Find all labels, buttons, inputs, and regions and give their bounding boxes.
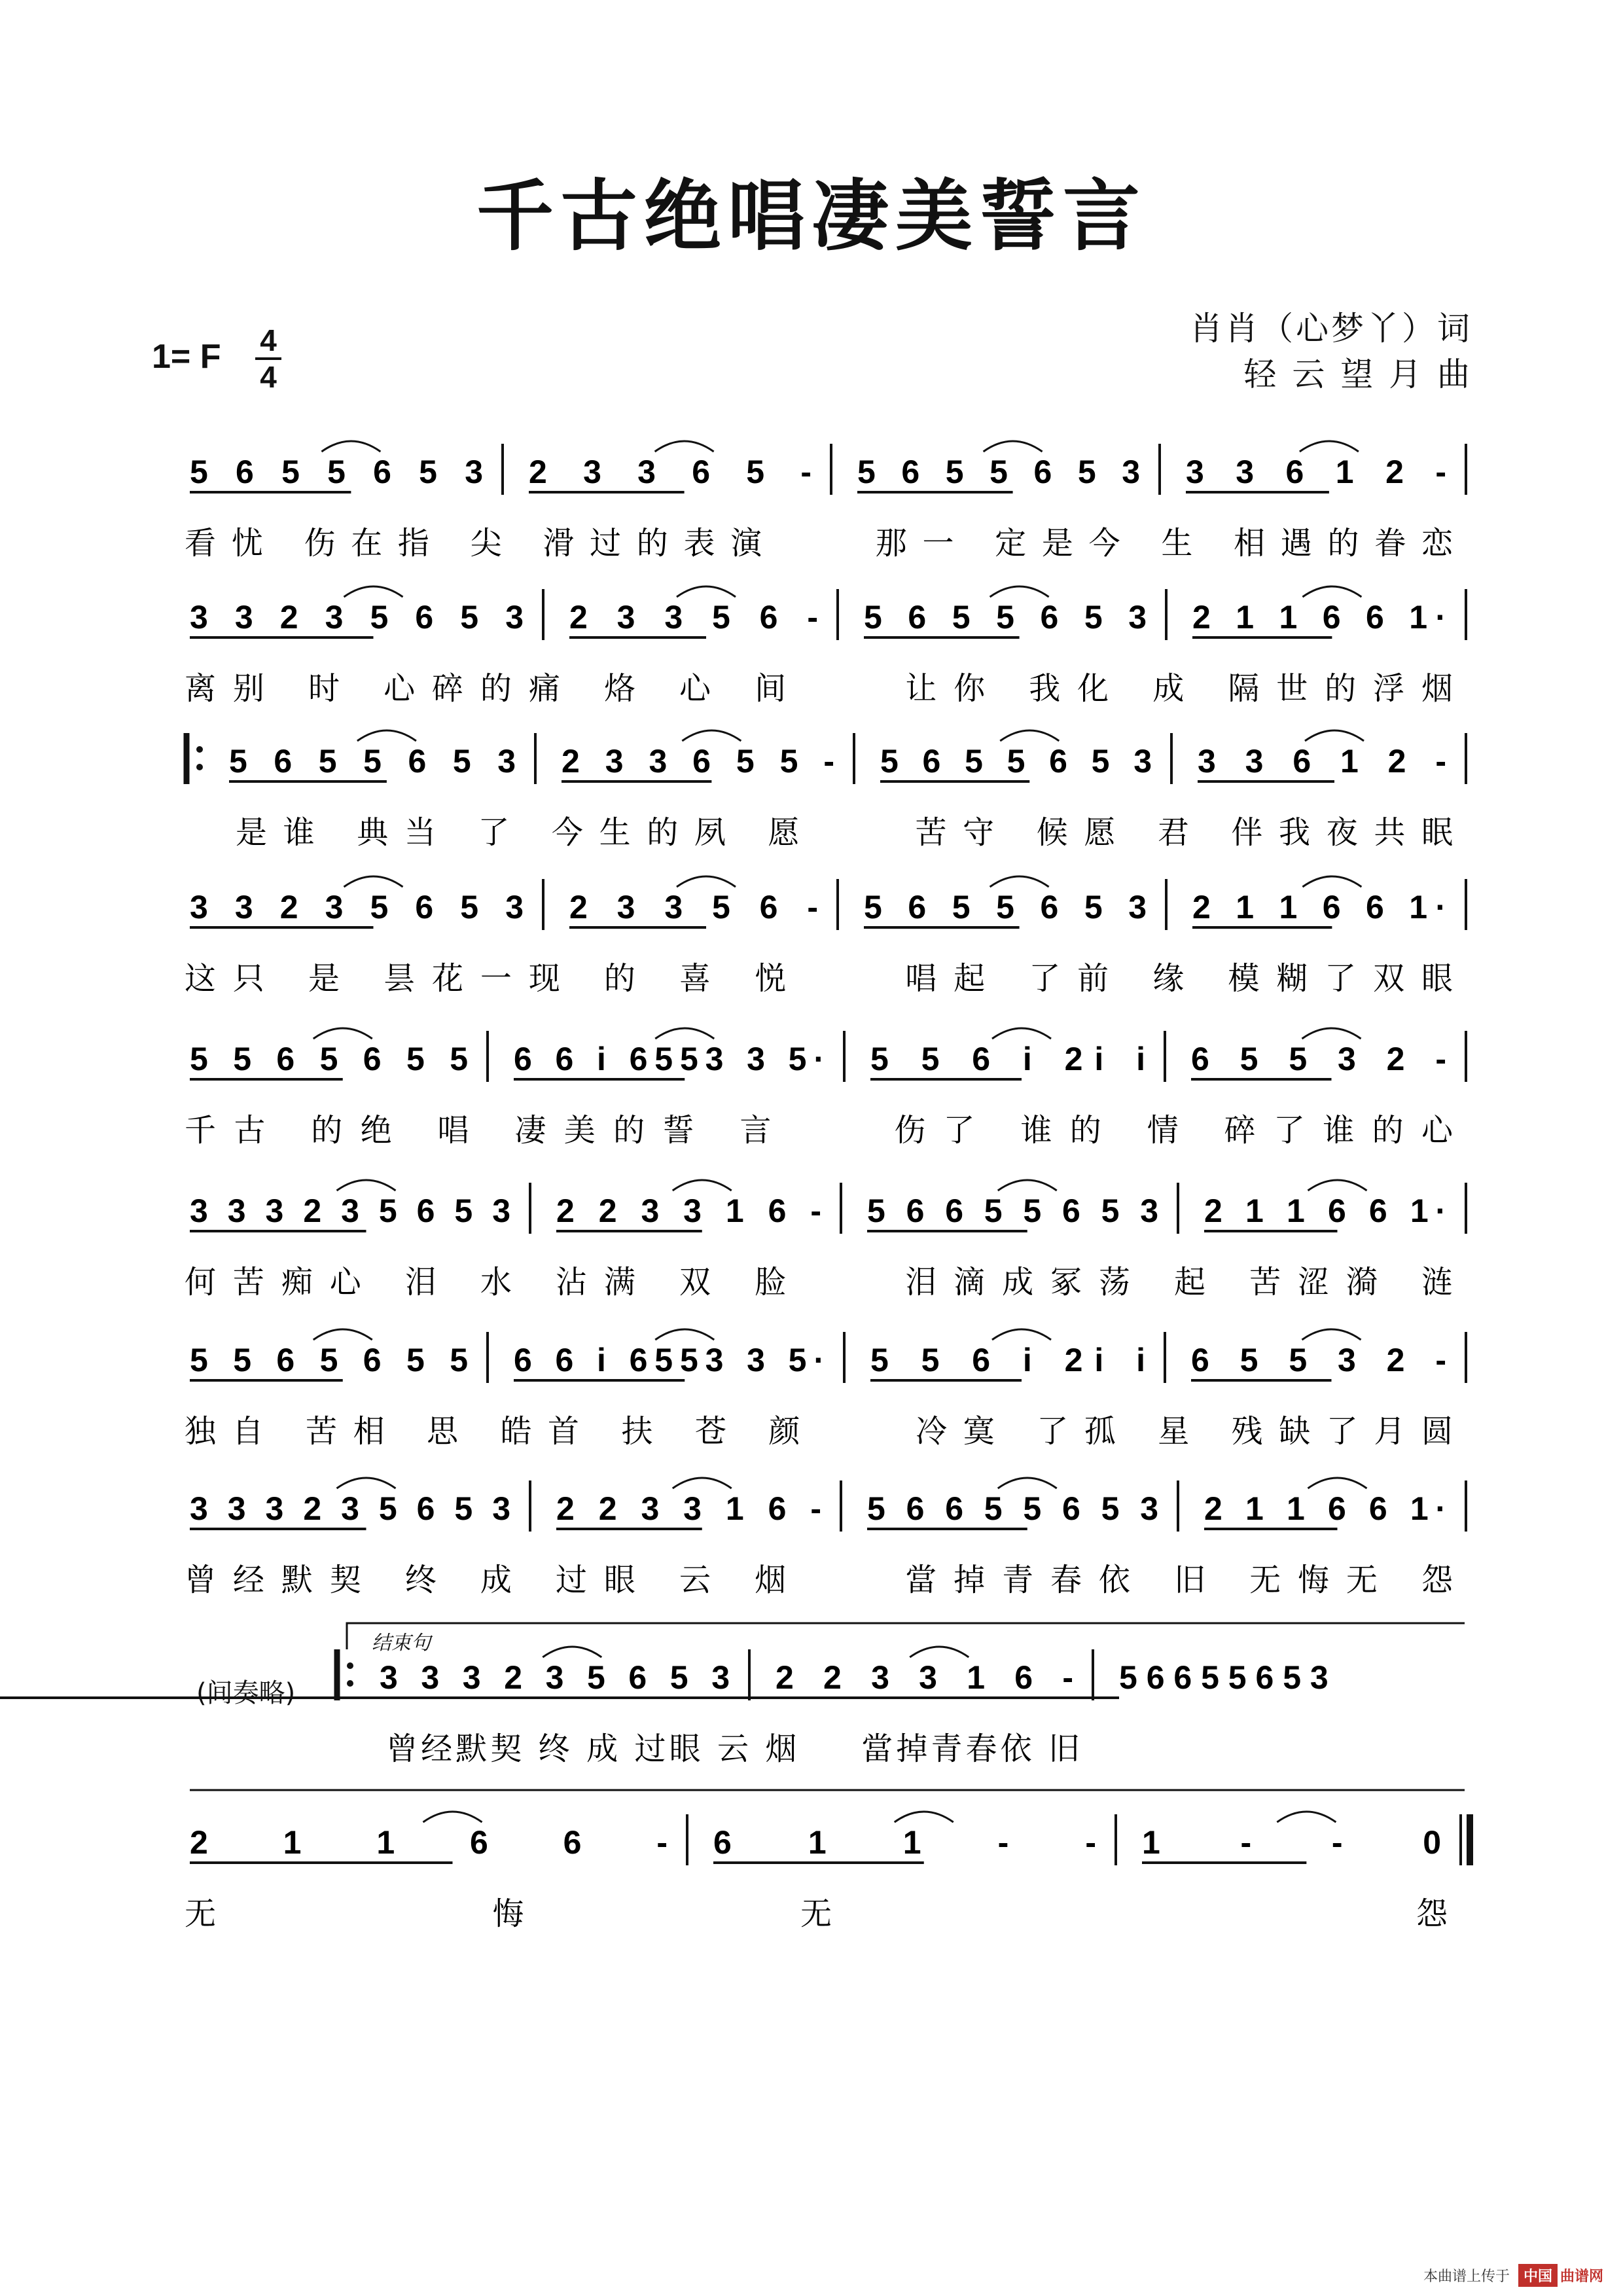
- slur: [990, 586, 1049, 597]
- note-measure: 2 2 3 3 1 6 -: [556, 1490, 821, 1527]
- lyrics-line: 是谁 典当 了 今生的夙 愿 苦守 候愿 君 伴我夜共眠: [236, 814, 1453, 851]
- slur: [337, 1478, 396, 1488]
- slur: [655, 441, 714, 452]
- note-measure: 6 1 1 - -: [713, 1824, 1096, 1861]
- slur: [321, 441, 380, 452]
- note-measure: 3 3 3 2 3 5 6 5 3: [380, 1659, 730, 1696]
- lyricist-credit: 肖肖（心梦丫）词: [1190, 310, 1472, 348]
- note-measure: 1 - - 0: [1142, 1824, 1441, 1861]
- repeat-dot: [347, 1680, 353, 1687]
- note-measure: 5 5 6 5 6 5 5: [190, 1041, 468, 1077]
- note-measure: 5 6 5 5 6 5 3: [190, 454, 483, 490]
- note-measure: 5 6 6 5 5 6 5 3: [867, 1193, 1158, 1229]
- slur: [1302, 1329, 1361, 1340]
- slur: [1000, 730, 1059, 741]
- slur: [1302, 876, 1361, 887]
- lyrics-line: 这只 是 昙花一现 的 喜 悦 唱起 了前 缘 模糊了双眼: [185, 960, 1453, 997]
- slur: [344, 586, 403, 597]
- slur: [1308, 1478, 1367, 1488]
- note-measure: 5 6 5 5 6 5 3: [864, 599, 1147, 636]
- slur: [895, 1812, 954, 1822]
- key-label: 1= F: [152, 338, 221, 376]
- slur: [998, 1180, 1057, 1191]
- note-measure: 6 5 5 3 2 -: [1191, 1041, 1446, 1077]
- lyrics-line: 看忧 伤在指 尖 滑过的表演 那一 定是今 生 相遇的眷恋: [185, 525, 1453, 562]
- ending-label: 结束句: [372, 1632, 431, 1655]
- note-measure: 2 1 1 6 6 1·: [1204, 1193, 1446, 1229]
- site-logo: 中国: [1518, 2264, 1558, 2287]
- slur: [673, 1478, 732, 1488]
- repeat-dot: [196, 764, 203, 770]
- slur: [682, 730, 741, 741]
- slur: [337, 1180, 396, 1191]
- note-measure: 2 1 1 6 6 -: [190, 1824, 668, 1861]
- lyrics-line: 独自 苦相 思 皓首 扶 苍 颜 冷寞 了孤 星 残缺了月圆: [185, 1413, 1453, 1450]
- note-measure: 2 2 3 3 1 6 -: [776, 1659, 1073, 1696]
- note-measure: 2 3 3 6 5 5 -: [562, 743, 834, 780]
- note-measure: 2 2 3 3 1 6 -: [556, 1193, 821, 1229]
- slur: [1305, 730, 1364, 741]
- repeat-dot: [347, 1662, 353, 1669]
- note-measure: 3 3 2 3 5 6 5 3: [190, 889, 524, 925]
- slur: [313, 1329, 372, 1340]
- lyrics-line: 何苦痴心 泪 水 沾满 双 脸 泪滴成冢荡 起 苦涩漪 涟: [185, 1264, 1453, 1300]
- lyrics-line: 离别 时 心碎的痛 烙 心 间 让你 我化 成 隔世的浮烟: [185, 670, 1453, 707]
- note-measure: 6 5 5 3 2 -: [1191, 1342, 1446, 1378]
- note-measure: 2 3 3 5 6 -: [569, 889, 818, 925]
- footer: [1423, 2264, 1603, 2287]
- slur: [910, 1647, 969, 1657]
- time-sig-bottom: 4: [260, 360, 277, 394]
- slur: [344, 876, 403, 887]
- slur: [313, 1028, 372, 1039]
- note-measure: 5 6 6 5 5 6 5 3: [1119, 1659, 1329, 1696]
- slur: [1302, 586, 1361, 597]
- page-title: 千古绝唱凄美誓言: [476, 170, 1147, 261]
- slur: [423, 1812, 482, 1822]
- note-measure: 2 1 1 6 6 1·: [1192, 599, 1446, 636]
- composer-credit: 轻 云 望 月 曲: [1243, 355, 1472, 393]
- slur: [984, 441, 1043, 452]
- note-measure: 2 3 3 6 5 -: [529, 454, 812, 490]
- note-measure: 3 3 2 3 5 6 5 3: [190, 599, 524, 636]
- note-measure: 5 6 6 5 5 6 5 3: [867, 1490, 1158, 1527]
- slur: [673, 1180, 732, 1191]
- slur: [990, 876, 1049, 887]
- note-measure: 6 6 i 6553 3 5·: [514, 1041, 825, 1077]
- ending-bracket: [347, 1623, 1465, 1649]
- lyrics-line: 无 悔 无 怨: [185, 1895, 1448, 1932]
- lyrics-line: 千古 的绝 唱 凄美的誓 言 伤了 谁的 情 碎了谁的心: [185, 1112, 1454, 1149]
- note-measure: 5 5 6 i 2i i: [870, 1041, 1145, 1077]
- lyrics-line: 曾经默契 终 成 过眼 云 烟 當掉青春依 旧 无悔无 怨: [185, 1562, 1453, 1598]
- footer-prefix: 本曲谱上传于: [1423, 2269, 1510, 2285]
- note-measure: 2 3 3 5 6 -: [569, 599, 818, 636]
- slur: [998, 1478, 1057, 1488]
- slur: [655, 1028, 714, 1039]
- note-measure: 2 1 1 6 6 1·: [1204, 1490, 1446, 1527]
- slur: [543, 1647, 601, 1657]
- note-measure: 5 5 6 i 2i i: [870, 1342, 1145, 1378]
- slur: [677, 876, 736, 887]
- slur: [357, 730, 416, 741]
- note-measure: 5 5 6 5 6 5 5: [190, 1342, 468, 1378]
- note-measure: 6 6 i 6553 3 5·: [514, 1342, 825, 1378]
- note-measure: 5 6 5 5 6 5 3: [857, 454, 1140, 490]
- slur: [1277, 1812, 1336, 1822]
- time-sig-top: 4: [260, 323, 277, 357]
- slur: [992, 1028, 1051, 1039]
- lyrics-line: 曾经默契 终 成 过眼 云 烟 當掉青春依 旧: [386, 1731, 1080, 1767]
- note-measure: 3 3 3 2 3 5 6 5 3: [190, 1490, 510, 1527]
- note-measure: 5 6 5 5 6 5 3: [880, 743, 1152, 780]
- slur: [992, 1329, 1051, 1340]
- slur: [1308, 1180, 1367, 1191]
- note-measure: 3 3 6 1 2 -: [1186, 454, 1446, 490]
- interlude-label: (间奏略): [196, 1678, 296, 1708]
- slur: [677, 586, 736, 597]
- repeat-dot: [196, 746, 203, 753]
- slur: [1302, 1028, 1361, 1039]
- note-measure: 3 3 3 2 3 5 6 5 3: [190, 1193, 510, 1229]
- slur: [1300, 441, 1359, 452]
- slur: [655, 1329, 714, 1340]
- site-logo-name: 曲谱网: [1560, 2269, 1603, 2285]
- note-measure: 5 6 5 5 6 5 3: [864, 889, 1147, 925]
- note-measure: 2 1 1 6 6 1·: [1192, 889, 1446, 925]
- note-measure: 3 3 6 1 2 -: [1198, 743, 1446, 780]
- note-measure: 5 6 5 5 6 5 3: [229, 743, 516, 780]
